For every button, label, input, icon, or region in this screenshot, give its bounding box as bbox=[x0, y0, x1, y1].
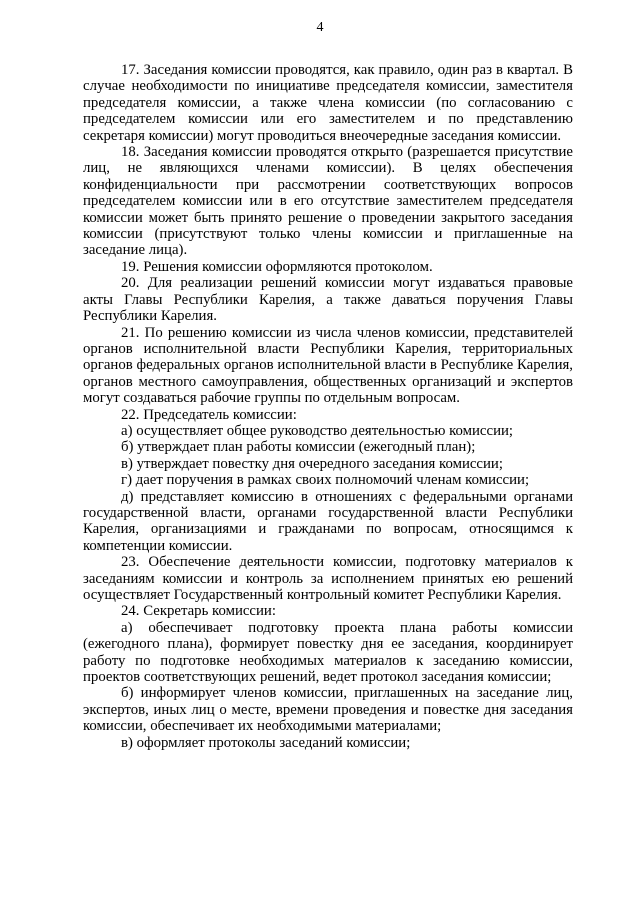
paragraph-22: 22. Председатель комиссии: bbox=[121, 406, 297, 423]
document-body bbox=[83, 62, 573, 751]
paragraph-22-b: б) утверждает план работы комиссии (ежегодный план); bbox=[121, 439, 476, 456]
paragraph-22-d: д) представляет комиссию в отношениях с федеральными органами государственной власти, органами государственной власти Республики Карелия, организациями и гражданами по вопросам, относящимся к компетенции комиссии. bbox=[83, 488, 573, 554]
page-number: 4 bbox=[316, 20, 324, 35]
paragraph-24-b: б) информирует членов комиссии, приглашенных на заседание лиц, экспертов, иных лиц о месте, времени проведения и повестке дня заседания комиссии, обеспечивает их необходимыми материалами; bbox=[83, 685, 573, 735]
paragraph-22-a: а) осуществляет общее руководство деятельностью комиссии; bbox=[121, 422, 514, 439]
paragraph-20: 20. Для реализации решений комиссии могут издаваться правовые акты Главы Республики Карелия, а также даваться поручения Главы Республики Карелия. bbox=[83, 275, 573, 325]
paragraph-22-v: в) утверждает повестку дня очередного заседания комиссии; bbox=[121, 455, 503, 472]
paragraph-21: 21. По решению комиссии из числа членов комиссии, представителей органов исполнительной власти Республики Карелия, территориальных органов федеральных органов исполнительной власти в Республике Карелия, органов местного самоуправления, общественных организаций и экспертов могут создаваться рабочие группы по отдельным вопросам. bbox=[83, 324, 573, 407]
paragraph-19: 19. Решения комиссии оформляются протоколом. bbox=[121, 258, 433, 275]
paragraph-24-a: а) обеспечивает подготовку проекта плана работы комиссии (ежегодного плана), формирует повестку дня ее заседания, координирует работу по подготовке необходимых материалов к заседанию комиссии, проектов соответствующих решений, ведет протокол заседания комиссии; bbox=[83, 619, 573, 686]
paragraph-24: 24. Секретарь комиссии: bbox=[121, 603, 276, 620]
paragraph-17: 17. Заседания комиссии проводятся, как правило, один раз в квартал. В случае необходимости по инициативе председателя комиссии, заместителя председателя комиссии, а также члена комиссии (по согласованию с председателем комиссии или его заместителем и по представлению секретаря комиссии) могут проводиться внеочередные заседания комиссии. bbox=[83, 62, 573, 144]
paragraph-22-g: г) дает поручения в рамках своих полномочий членам комиссии; bbox=[121, 472, 530, 489]
paragraph-18: 18. Заседания комиссии проводятся открыто (разрешается присутствие лиц, не являющихся членами комиссии). В целях обеспечения конфиденциальности при рассмотрении соответствующих вопросов председателем комиссии или в его отсутствие заместителем председателя комиссии может быть принято решение о проведении закрытого заседания комиссии (присутствуют только члены комиссии и приглашенные на заседание лица). bbox=[83, 144, 573, 259]
paragraph-24-v: в) оформляет протоколы заседаний комиссии; bbox=[121, 734, 411, 751]
paragraph-23: 23. Обеспечение деятельности комиссии, подготовку материалов к заседаниям комиссии и контроль за исполнением принятых ею решений осуществляет Государственный контрольный комитет Республики Карелия. bbox=[83, 554, 573, 603]
